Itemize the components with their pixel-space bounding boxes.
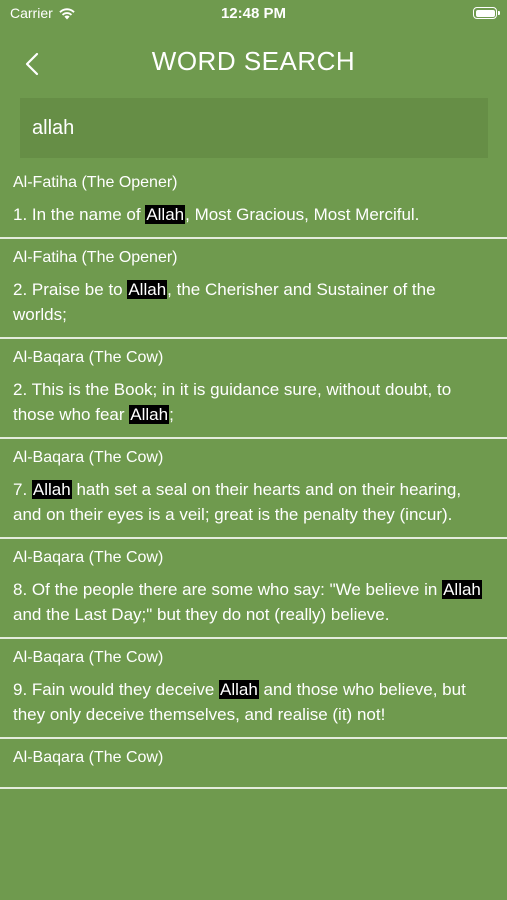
result-verse [13,202,493,227]
match-highlight: Allah [32,480,71,499]
verse-text-before: 7. [13,480,32,499]
result-item[interactable] [0,539,507,639]
verse-text-after: ; [169,405,174,424]
result-verse [13,277,493,327]
result-surah: Al-Baqara (The Cow) [13,749,164,766]
result-verse [13,577,493,627]
result-verse [13,477,493,527]
verse-text-after: , Most Gracious, Most Merciful. [185,205,420,224]
result-verse [13,377,493,427]
verse-text-before: 2. Praise be to [13,280,128,299]
result-surah: Al-Baqara (The Cow) [13,349,164,366]
verse-text-after: , the Cherisher and Sustainer of the worlds; [13,280,436,324]
result-item[interactable] [0,439,507,539]
status-time: 12:48 PM [220,5,287,22]
result-surah: Al-Baqara (The Cow) [13,449,164,466]
battery-icon [473,7,497,19]
result-surah: Al-Fatiha (The Opener) [13,249,178,266]
verse-text-before: 8. Of the people there are some who say: "We believe in [13,580,443,599]
result-surah: Al-Baqara (The Cow) [13,549,164,566]
verse-text-before: 1. In the name of [13,205,146,224]
battery-level [476,10,495,17]
nav-bar [0,38,507,86]
verse-text-after: and the Last Day;" but they do not (really) believe. [13,605,390,624]
verse-text-after: and those who believe, but they only deceive themselves, and realise (it) not! [13,680,466,724]
verse-text-before: 9. Fain would they deceive [13,680,220,699]
result-item[interactable] [0,739,507,789]
status-bar [0,0,507,28]
search-box[interactable] [20,98,488,158]
search-input[interactable] [20,98,488,158]
verse-text-before: 2. This is the Book; in it is guidance sure, without doubt, to those who fear [13,380,452,424]
match-highlight: Allah [146,205,185,224]
verse-text-after: hath set a seal on their hearts and on their hearing, and on their eyes is a veil; great is the penalty they (incur). [13,480,462,524]
results-list[interactable] [0,164,507,828]
match-highlight: Allah [130,405,169,424]
carrier-label: Carrier [10,5,53,21]
match-highlight: Allah [220,680,258,699]
match-highlight: Allah [443,580,481,599]
result-item[interactable] [0,639,507,739]
page-title: WORD SEARCH [151,46,356,76]
result-verse [13,677,493,727]
match-highlight: Allah [128,280,167,299]
bottom-area [0,828,507,900]
result-surah: Al-Fatiha (The Opener) [13,174,178,191]
result-surah: Al-Baqara (The Cow) [13,649,164,666]
result-item[interactable] [0,239,507,339]
result-item[interactable] [0,164,507,239]
result-item[interactable] [0,339,507,439]
